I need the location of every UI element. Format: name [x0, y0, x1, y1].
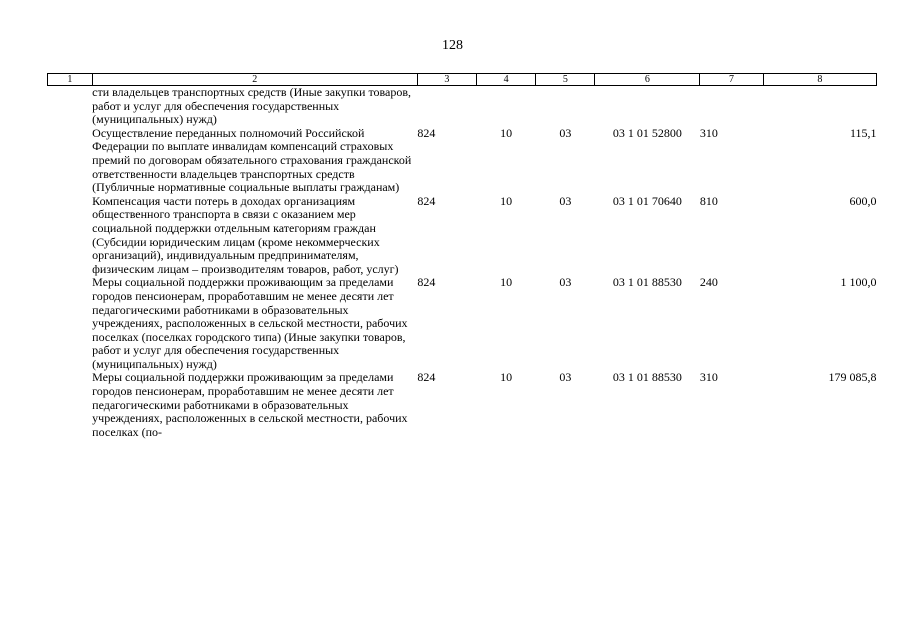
row-description: Меры социальной поддержки проживающим за пределами городов пенсионерам, проработавшим не менее десяти лет педагогическими работниками в образовательных учреждениях, расположенных в сельской местности, рабочих поселках (поселках городского типа) (Иные закупки товаров, работ и услуг для обеспечения государственных (муниципальных) нужд) [92, 275, 408, 371]
column-header-8: 8 [763, 74, 876, 86]
row-index-cell [48, 195, 93, 277]
row-expense-type: 810 [699, 193, 718, 208]
row-admin-code: 824 [417, 275, 436, 290]
row-description: Осуществление переданных полномочий Российской Федерации по выплате инвалидам компенсаций страховых премий по договорам обязательного страхования гражданской ответственности владельцев транспортных средств (Публичные нормативные социальные выплаты гражданам) [92, 125, 412, 195]
table-row [48, 195, 877, 277]
table-row [48, 371, 877, 439]
row-section-code: 10 [500, 275, 513, 290]
row-section-code [477, 86, 536, 127]
row-amount: 115,1 [849, 125, 877, 140]
page-number: 128 [442, 38, 463, 53]
row-index-cell [48, 371, 93, 439]
row-target-code: 03 1 01 88530 [612, 370, 682, 385]
column-number-header-row [48, 74, 877, 86]
row-description: Меры социальной поддержки проживающим за пределами городов пенсионерам, проработавшим не менее десяти лет педагогическими работниками в образовательных учреждениях, расположенных в сельской местности, рабочих поселках (по- [92, 370, 408, 439]
row-subsection-code [536, 86, 595, 127]
row-amount: 1 100,0 [840, 275, 877, 290]
row-section-code: 10 [500, 125, 513, 140]
row-admin-code: 824 [417, 370, 436, 385]
row-expense-type: 310 [699, 125, 718, 140]
column-header-2: 2 [92, 74, 417, 86]
row-expense-type [700, 86, 763, 127]
row-expense-type: 240 [699, 275, 718, 290]
row-description: сти владельцев транспортных средств (Иные закупки товаров, работ и услуг для обеспечения государственных (муниципальных) нужд) [92, 85, 412, 127]
table-row [48, 86, 877, 127]
row-index-cell [48, 276, 93, 371]
column-header-7: 7 [700, 74, 763, 86]
column-header-3: 3 [417, 74, 476, 86]
row-subsection-code: 03 [559, 275, 572, 290]
row-expense-type: 310 [699, 370, 718, 385]
table-row [48, 276, 877, 371]
row-section-code: 10 [500, 193, 513, 208]
row-admin-code: 824 [417, 125, 436, 140]
row-description: Компенсация части потерь в доходах организациям общественного транспорта в связи с оказанием мер социальной поддержки отдельным категориям граждан (Субсидии юридическим лицам (кроме некоммерческих организаций), индивидуальным предпринимателям, физическим лицам – производителям товаров, работ, услуг) [92, 193, 399, 276]
table-row [48, 127, 877, 195]
row-subsection-code: 03 [559, 125, 572, 140]
column-header-5: 5 [536, 74, 595, 86]
row-admin-code [417, 86, 476, 127]
row-amount: 600,0 [849, 193, 877, 208]
row-index-cell [48, 86, 93, 127]
column-header-6: 6 [595, 74, 700, 86]
budget-table [47, 73, 877, 439]
row-section-code: 10 [500, 370, 513, 385]
row-target-code: 03 1 01 52800 [612, 125, 682, 140]
row-admin-code: 824 [417, 193, 436, 208]
row-amount: 179 085,8 [828, 370, 877, 385]
row-amount [763, 86, 876, 127]
row-subsection-code: 03 [559, 193, 572, 208]
row-index-cell [48, 127, 93, 195]
column-header-1: 1 [48, 74, 93, 86]
row-target-code: 03 1 01 70640 [612, 193, 682, 208]
row-target-code [595, 86, 700, 127]
row-target-code: 03 1 01 88530 [612, 275, 682, 290]
row-subsection-code: 03 [559, 370, 572, 385]
column-header-4: 4 [477, 74, 536, 86]
